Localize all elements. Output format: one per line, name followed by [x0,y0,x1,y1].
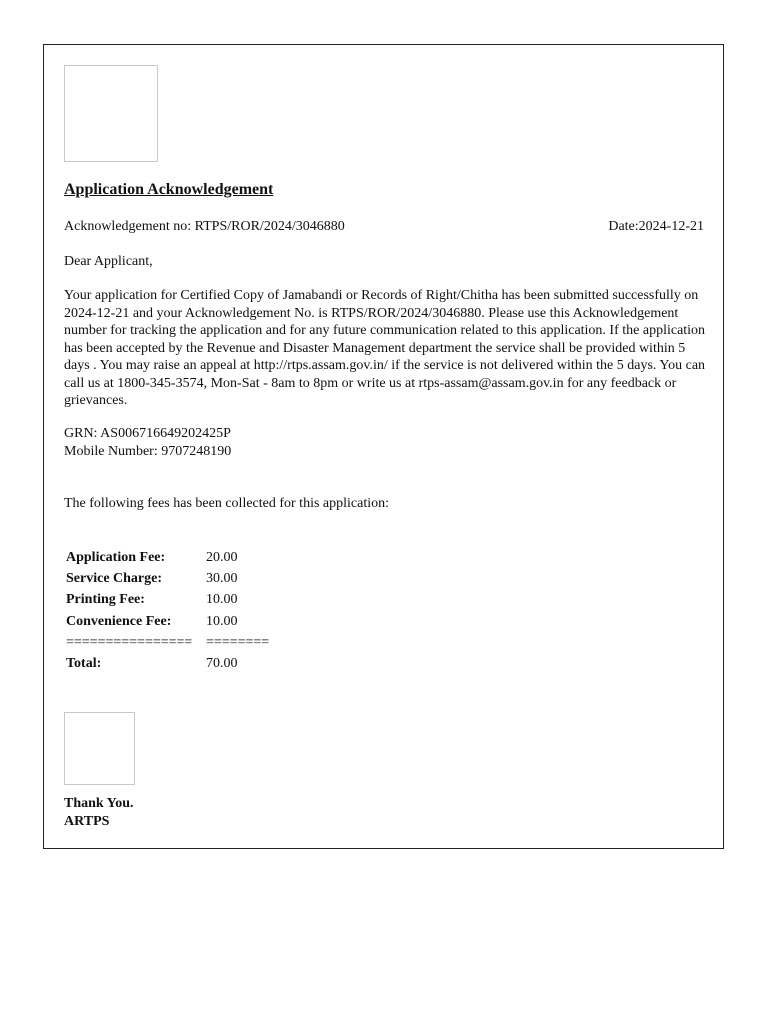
applicant-info [64,425,231,460]
total-label: Total: [66,656,102,672]
closing-thanks: Thank You. [64,796,134,811]
fee-label: Printing Fee: [66,592,145,608]
fee-label: Service Charge: [66,571,163,587]
logo-image-placeholder [64,65,158,162]
closing-signature: ARTPS [64,813,110,829]
document-title: Application Acknowledgement [64,181,274,198]
total-row [64,653,278,674]
closing [64,795,134,830]
greeting: Dear Applicant, [64,254,153,269]
acknowledgement-date: Date:2024-12-21 [608,219,704,234]
acknowledgement-document [43,44,724,849]
separator-value: ======== [206,635,270,651]
grn-number: GRN: AS006716649202425P [64,426,231,441]
fees-table [64,547,278,675]
separator-row [64,632,278,653]
fee-value: 20.00 [206,549,238,565]
fee-value: 30.00 [206,571,238,587]
mobile-number: Mobile Number: 9707248190 [64,443,232,459]
body-paragraph: Your application for Certified Copy of Jamabandi or Records of Right/Chitha has been submitted successfully on 2024-12-21 and your Acknowledgement No. is RTPS/ROR/2024/3046880. Please use this Acknowledgement number for tracking the application and for any future communication related to this application. If the application has been accepted by the Revenue and Disaster Management department the service shall be provided within 5 days . You may raise an appeal at http://rtps.assam.gov.in/ if the service is not delivered within the 5 days. You can call us at 1800-345-3574, Mon-Sat - 8am to 8pm or write us at rtps-assam@assam.gov.in for any feedback or grievances. [64,288,706,408]
fee-row [64,547,278,568]
fees-intro: The following fees has been collected for this application: [64,496,390,511]
fee-row [64,590,278,611]
signature-image-placeholder [64,712,135,785]
total-value: 70.00 [206,656,238,672]
fee-value: 10.00 [206,613,238,629]
fee-label: Convenience Fee: [66,613,172,629]
acknowledgement-number: Acknowledgement no: RTPS/ROR/2024/3046880 [64,219,345,234]
fee-label: Application Fee: [66,549,166,565]
fee-row [64,568,278,589]
separator-label: ================ [66,635,193,651]
fee-row [64,611,278,632]
acknowledgement-header-row [64,218,704,236]
fee-value: 10.00 [206,592,238,608]
